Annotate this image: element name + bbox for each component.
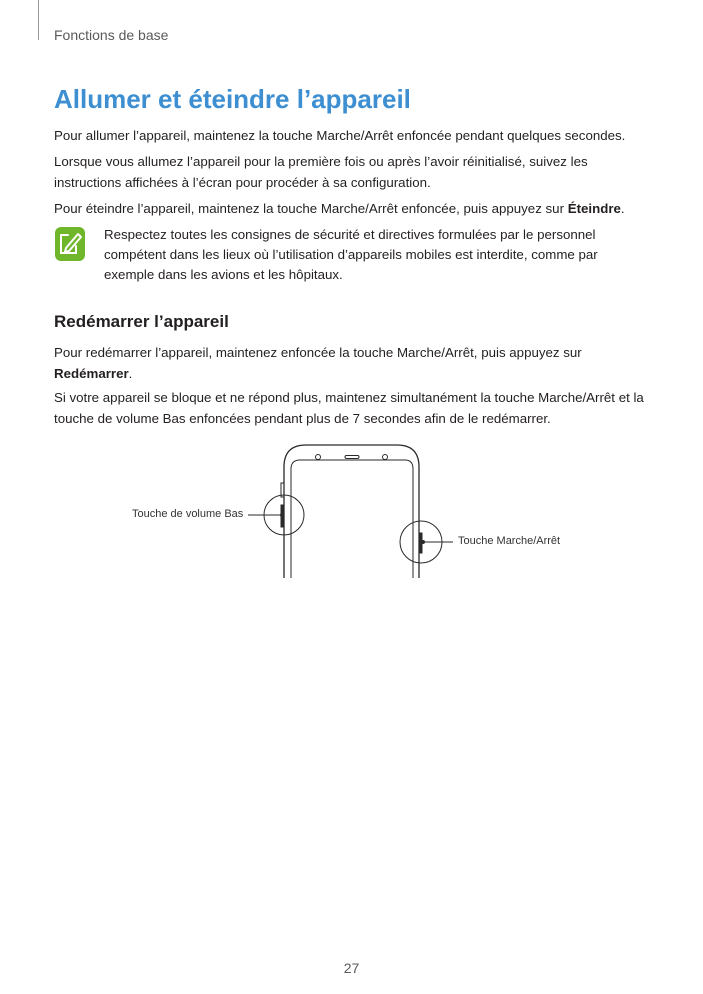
phone-diagram	[0, 435, 703, 585]
label-power-key: Touche Marche/Arrêt	[458, 535, 561, 547]
power-off-text: Pour éteindre l’appareil, maintenez la touche Marche/Arrêt enfoncée, puis appuyez sur	[54, 201, 568, 216]
paragraph-restart	[54, 342, 654, 384]
paragraph-power-on: Pour allumer l’appareil, maintenez la touche Marche/Arrêt enfoncée pendant quelques secondes.	[54, 128, 626, 143]
pencil-note-icon	[54, 226, 86, 262]
page-title: Allumer et éteindre l’appareil	[54, 84, 411, 114]
label-volume-down: Touche de volume Bas	[132, 508, 244, 520]
power-off-keyword: Éteindre	[567, 201, 621, 216]
restart-end: .	[128, 366, 133, 381]
power-off-end: .	[620, 201, 625, 216]
restart-keyword: Redémarrer	[54, 366, 129, 381]
header-rule	[38, 0, 39, 40]
safety-note: Respectez toutes les consignes de sécurité et directives formulées par le personnel compétent dans les lieux où l’utilisation d’appareils mobiles est interdite, comme par exemple dans les avions et les hôpitaux.	[104, 227, 598, 282]
paragraph-power-off	[54, 198, 625, 219]
page-number: 27	[343, 960, 360, 976]
paragraph-force-restart: Si votre appareil se bloque et ne répond plus, maintenez simultanément la touche Marche/Arrêt et la touche de volume Bas enfoncées pendant plus de 7 secondes afin de le redémarrer.	[54, 390, 644, 426]
section-header: Fonctions de base	[54, 27, 169, 43]
restart-text: Pour redémarrer l’appareil, maintenez enfoncée la touche Marche/Arrêt, puis appuyez sur	[54, 345, 582, 360]
section-title-restart: Redémarrer l’appareil	[54, 312, 229, 331]
paragraph-first-setup: Lorsque vous allumez l’appareil pour la première fois ou après l’avoir réinitialisé, suivez les instructions affichées à l’écran pour procéder à sa configuration.	[54, 154, 588, 190]
